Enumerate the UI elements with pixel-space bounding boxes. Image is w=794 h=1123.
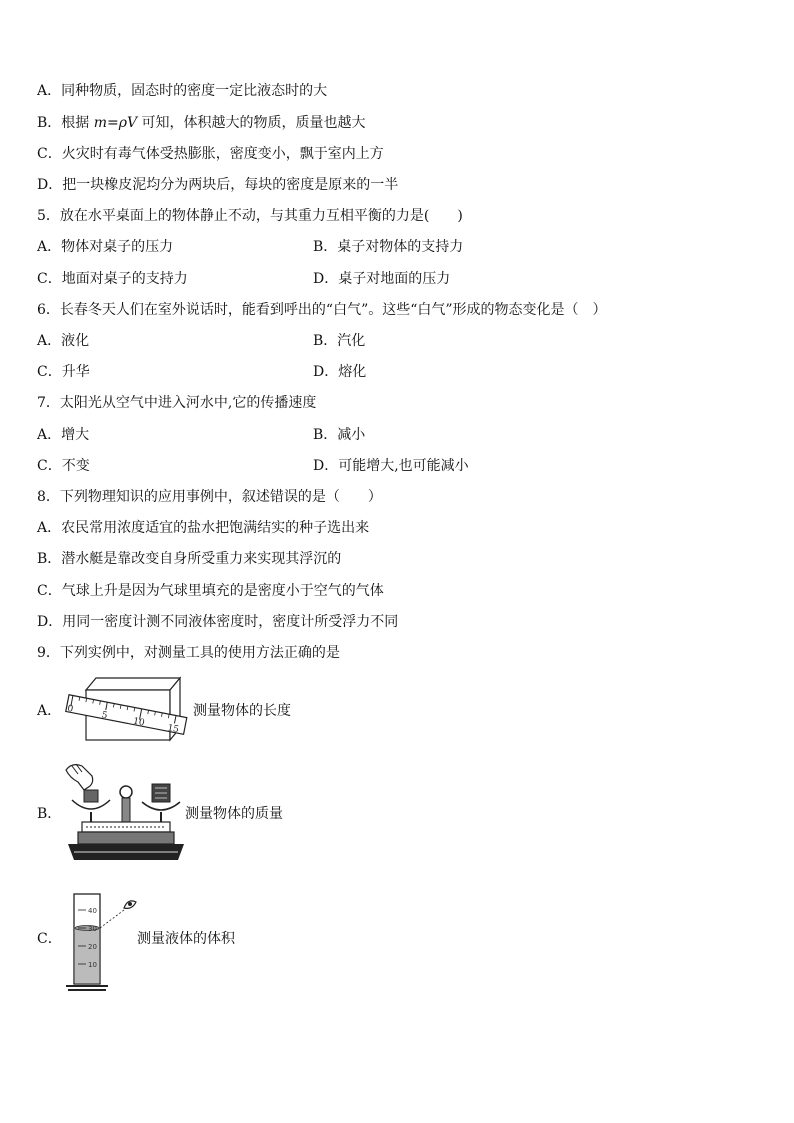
hand-with-weight [66,764,98,802]
q6-option-d: D．熔化 [313,364,367,380]
q5-stem: 5．放在水平桌面上的物体静止不动，与其重力互相平衡的力是( ) [37,208,463,224]
q5-option-b: B．桌子对物体的支持力 [313,239,464,255]
q5-option-d: D．桌子对地面的压力 [313,271,451,287]
q8-stem: 8．下列物理知识的应用事例中，叙述错误的是（ ） [37,489,382,505]
q8-option-b: B．潜水艇是靠改变自身所受重力来实现其浮沉的 [37,551,342,567]
ruler-measurement-figure [64,676,190,742]
q4-option-b-suffix: 可知，体积越大的物质，质量也越大 [137,115,366,131]
q4-option-a: A．同种物质，固态时的密度一定比液态时的大 [37,83,328,99]
cylinder-tick-30: 30 [88,925,97,933]
q4-option-d: D．把一块橡皮泥均分为两块后，每块的密度是原来的一半 [37,177,399,193]
q7-option-b: B．减小 [313,427,366,443]
right-pan [142,784,180,824]
ruler-tick-label-15: 15 [166,723,180,736]
q7-stem: 7．太阳光从空气中进入河水中,它的传播速度 [37,395,317,411]
q7-option-d: D．可能增大,也可能减小 [313,458,469,474]
q6-option-c: C．升华 [37,364,90,380]
q9-option-c-caption: 测量液体的体积 [137,931,235,947]
q6-stem: 6．长春冬天人们在室外说话时，能看到呼出的“白气”。这些“白气”形成的物态变化是（ ） [37,302,607,318]
cylinder-shape [66,894,108,990]
q4-option-b-prefix: B．根据 [37,115,94,131]
q8-option-c: C．气球上升是因为气球里填充的是密度小于空气的气体 [37,583,384,599]
cylinder-tick-10: 10 [88,961,97,969]
q4-option-b [37,113,366,133]
ruler-tick-label-10: 10 [132,716,146,729]
eye-icon [124,901,136,909]
cylinder-tick-20: 20 [88,943,97,951]
q7-option-a: A．增大 [37,427,90,443]
graduated-cylinder-figure [64,892,144,994]
q7-option-c: C．不变 [37,458,90,474]
q9-option-b-label: B． [37,806,62,822]
q9-option-b-caption: 测量物体的质量 [185,806,283,822]
q8-option-d: D．用同一密度计测不同液体密度时，密度计所受浮力不同 [37,614,399,630]
q4-formula: m=ρV [93,115,138,131]
q9-option-a-caption: 测量物体的长度 [193,703,291,719]
q6-option-a: A．液化 [37,333,90,349]
q4-option-c: C．火灾时有毒气体受热膨胀，密度变小，飘于室内上方 [37,146,384,162]
ruler-tick-label-0: 0 [66,703,74,715]
q9-option-c-label: C． [37,931,62,947]
q9-option-a-label: A． [37,703,62,719]
ruler-tick-label-5: 5 [100,710,109,722]
balance-scale-figure [64,760,184,866]
q5-option-c: C．地面对桌子的支持力 [37,271,188,287]
cylinder-tick-40: 40 [88,907,97,915]
sight-line [100,910,124,928]
q8-option-a: A．农民常用浓度适宜的盐水把饱满结实的种子选出来 [37,520,370,536]
q9-stem: 9．下列实例中，对测量工具的使用方法正确的是 [37,645,340,661]
left-pan [72,800,110,824]
beam-and-base [68,822,184,860]
q5-option-a: A．物体对桌子的压力 [37,239,174,255]
q6-option-b: B．汽化 [313,333,366,349]
